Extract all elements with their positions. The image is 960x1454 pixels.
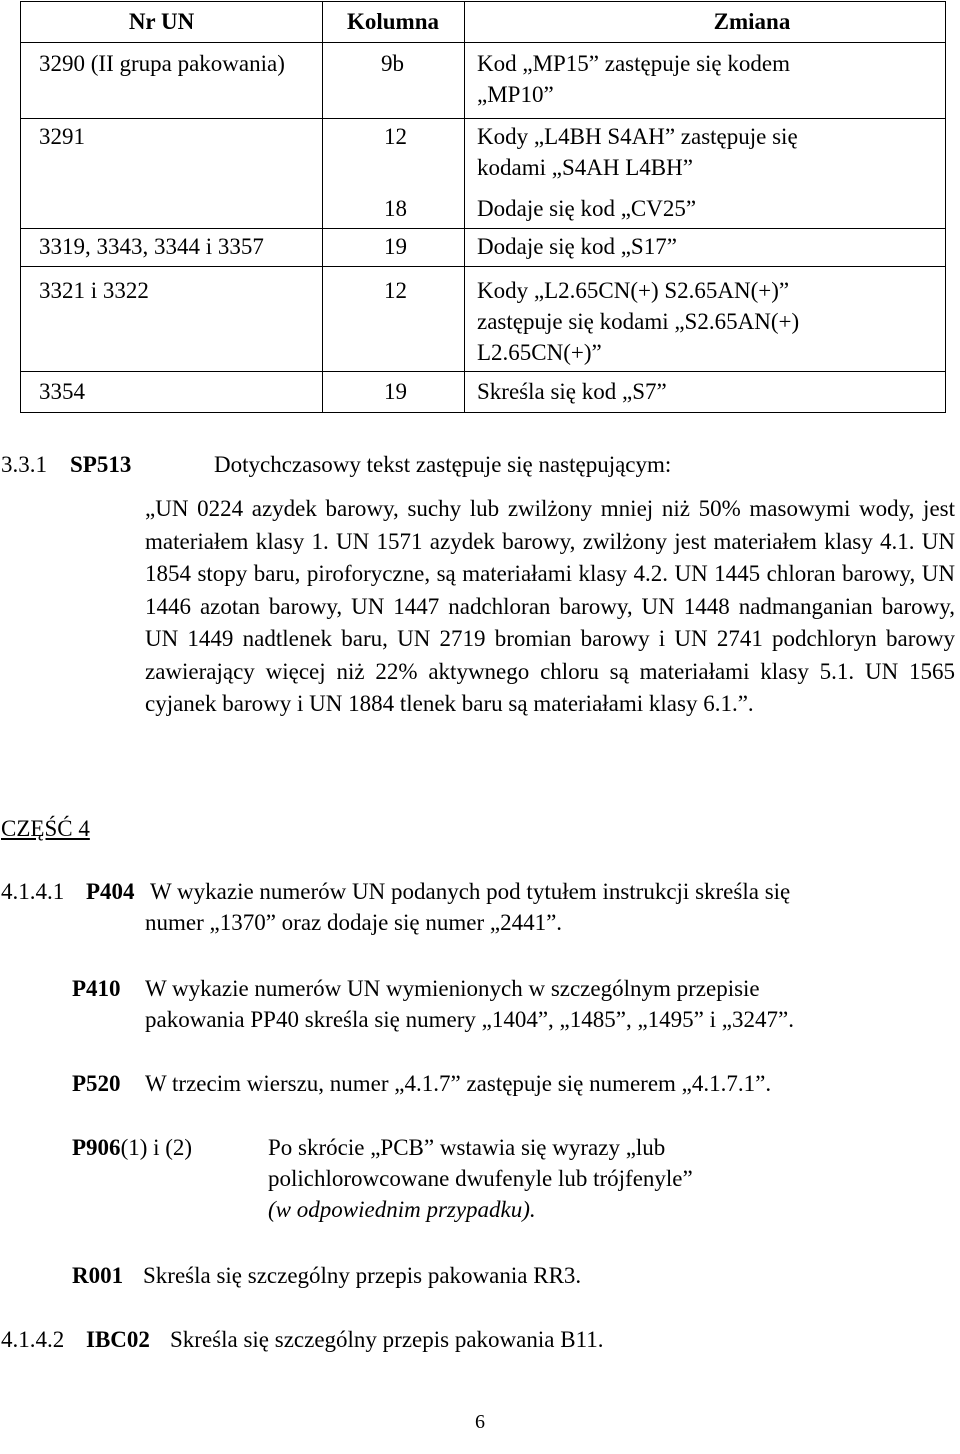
table-divider [21, 228, 945, 229]
table-cell: 12 [384, 278, 407, 303]
table-cell: Kody „L2.65CN(+) S2.65AN(+)” [477, 278, 790, 303]
table-cell: zastępuje się kodami „S2.65AN(+) [477, 309, 800, 334]
table-cell: Dodaje się kod „CV25” [477, 196, 697, 221]
table-cell: 18 [384, 196, 407, 221]
provision-code-line [72, 1132, 192, 1163]
provision-text: W trzecim wierszu, numer „4.1.7” zastępuje się numerem „4.1.7.1”. [145, 1071, 772, 1096]
provision-text: (w odpowiednim przypadku). [268, 1197, 536, 1222]
table-divider [21, 371, 945, 372]
provision-text: pakowania PP40 skreśla się numery „1404”, „1485”, „1495” i „3247”. [145, 1007, 794, 1032]
provision-text: Po skrócie „PCB” wstawia się wyrazy „lub [268, 1135, 666, 1160]
provision-code: P410 [72, 976, 121, 1001]
table-cell: 12 [384, 124, 407, 149]
table-divider [21, 42, 945, 43]
provision-text: „UN 0224 azydek barowy, suchy lub zwilżony mniej niż 50% masowymi wody, jest materiałem klasy 1. UN 1571 azydek barowy, zwilżony jest materiałem klasy 4.1. UN 1854 stopy baru, piroforyczne, są materiałami klasy 4.2. UN 1445 chloran barowy, UN 1446 azotan barowy, UN 1447 nadchloran barowy, UN 1448 nadmanganian barowy, UN 1449 nadtlenek baru, UN 2719 bromian barowy i UN 2741 podchloryn barowy zawierający więcej niż 22% aktywnego chloru są materiałami klasy 5.1. UN 1565 cyjanek barowy i UN 1884 tlenek baru są materiałami klasy 6.1.”. [145, 496, 955, 716]
table-cell: 3291 [39, 124, 85, 149]
table-cell: L2.65CN(+)” [477, 340, 602, 365]
column-header: Nr UN [128, 9, 195, 34]
page-number: 6 [475, 1411, 485, 1433]
table-cell: 3354 [39, 379, 85, 404]
part-heading: CZĘŚĆ 4 [1, 816, 90, 841]
table-cell: „MP10” [477, 82, 554, 107]
amendments-table [20, 1, 946, 413]
table-cell: 3319, 3343, 3344 i 3357 [39, 234, 264, 259]
provision-code: R001 [72, 1263, 124, 1288]
table-divider [21, 118, 945, 119]
provision-suffix: (1) i (2) [120, 1135, 193, 1160]
provision-text: W wykazie numerów UN wymienionych w szczególnym przepisie [145, 976, 760, 1001]
section-number: 4.1.4.2 [1, 1327, 65, 1352]
table-cell: 19 [384, 234, 407, 259]
column-header: Zmiana [713, 9, 791, 34]
provision-code: P404 [86, 879, 135, 904]
table-divider [464, 2, 465, 412]
table-cell: 9b [381, 51, 404, 76]
table-cell: 3290 (II grupa pakowania) [39, 51, 285, 76]
provision-text: Skreśla się szczególny przepis pakowania B11. [170, 1327, 604, 1352]
provision-text: numer „1370” oraz dodaje się numer „2441”. [145, 910, 563, 935]
provision-text: polichlorowcowane dwufenyle lub trójfenyle” [268, 1166, 693, 1191]
table-cell: kodami „S4AH L4BH” [477, 155, 693, 180]
table-cell: Kod „MP15” zastępuje się kodem [477, 51, 790, 76]
table-divider [21, 266, 945, 267]
table-divider [322, 2, 323, 412]
provision-code: P520 [72, 1071, 121, 1096]
table-cell: Dodaje się kod „S17” [477, 234, 677, 259]
provision-text: W wykazie numerów UN podanych pod tytułem instrukcji skreśla się [150, 879, 791, 904]
table-cell: 3321 i 3322 [39, 278, 149, 303]
table-cell: 19 [384, 379, 407, 404]
section-number: 4.1.4.1 [1, 879, 65, 904]
provision-code: P906 [72, 1135, 121, 1160]
section-number: 3.3.1 [1, 452, 47, 477]
column-header: Kolumna [346, 9, 440, 34]
table-cell: Skreśla się kod „S7” [477, 379, 667, 404]
provision-code: IBC02 [86, 1327, 150, 1352]
provision-code: SP513 [70, 452, 132, 477]
provision-intro: Dotychczasowy tekst zastępuje się następującym: [214, 452, 672, 477]
table-cell: Kody „L4BH S4AH” zastępuje się [477, 124, 798, 149]
provision-text: Skreśla się szczególny przepis pakowania RR3. [143, 1263, 582, 1288]
